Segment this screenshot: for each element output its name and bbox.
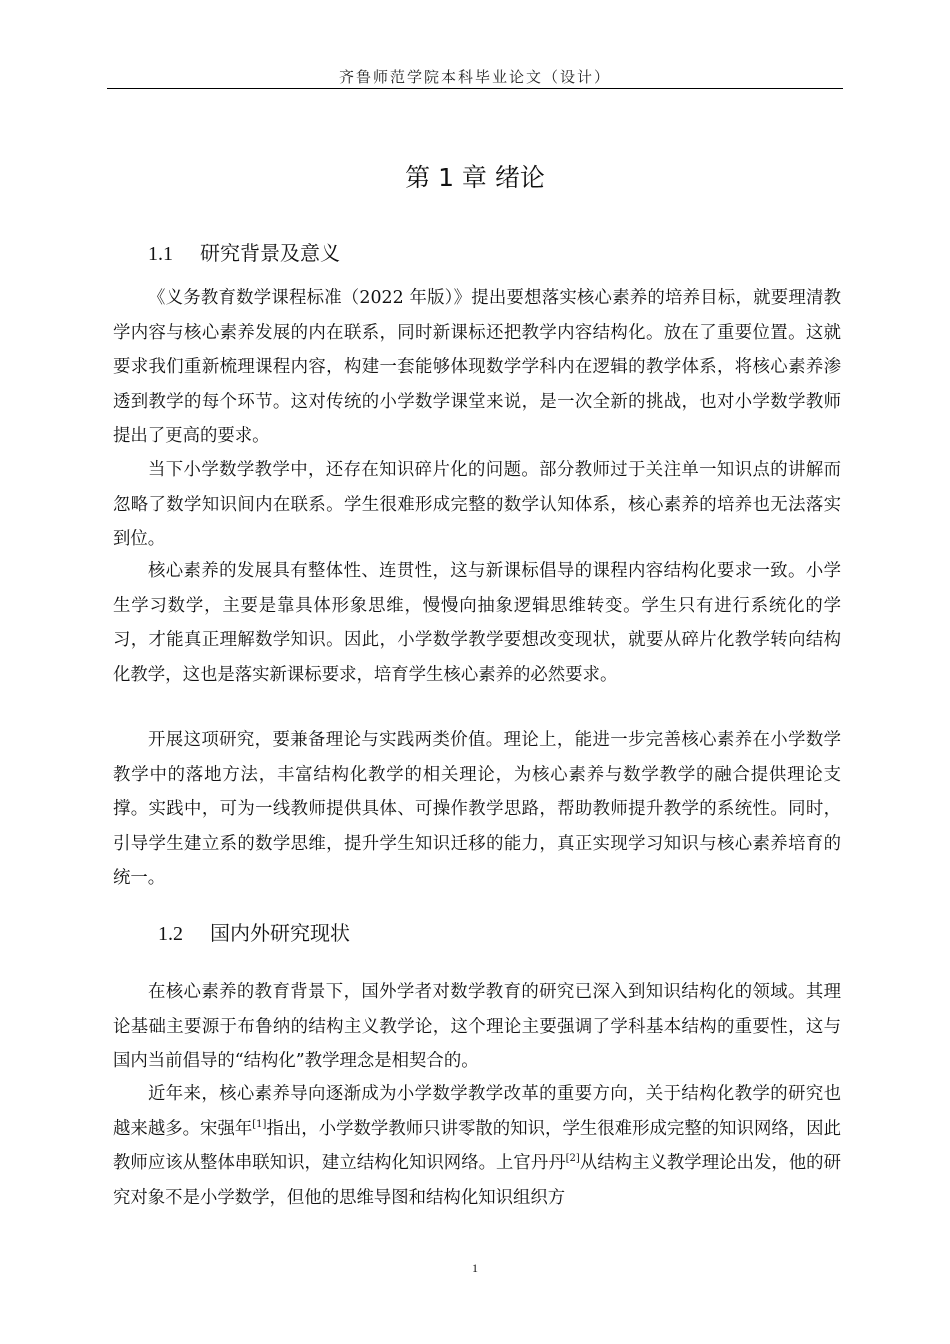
section-number: 1.1 xyxy=(148,243,173,265)
paragraph: 在核心素养的教育背景下，国外学者对数学教育的研究已深入到知识结构化的领域。其理论基础主要源于布鲁纳的结构主义教学论，这个理论主要强调了学科基本结构的重要性，这与国内当前倡导的“结构化”教学理念是相契合的。 xyxy=(113,982,841,1071)
citation-ref[interactable]: [1] xyxy=(252,1118,267,1130)
page-number: 1 xyxy=(472,1261,478,1275)
paragraph: 当下小学数学教学中，还存在知识碎片化的问题。部分教师过于关注单一知识点的讲解而忽略了数学知识间内在联系。学生很难形成完整的数学认知体系，核心素养的培养也无法落实到位。 xyxy=(113,460,841,549)
section-heading-1-1 xyxy=(148,237,340,266)
paragraph xyxy=(113,1077,841,1215)
section-title: 国内外研究现状 xyxy=(210,921,350,945)
header-rule xyxy=(107,88,843,89)
paragraph: 开展这项研究，要兼备理论与实践两类价值。理论上，能进一步完善核心素养在小学数学教学中的落地方法，丰富结构化教学的相关理论，为核心素养与数学教学的融合提供理论支撑。实践中，可为一线教师提供具体、可操作教学思路，帮助教师提升教学的系统性。同时，引导学生建立系的数学思维，提升学生知识迁移的能力，真正实现学习知识与核心素养培育的统一。 xyxy=(113,730,841,888)
paragraph-text: 近年来，核心素养导向逐渐成为小学数学教学改革的重要方向，关于结构化教学的研究也越来越多。宋强年 xyxy=(113,1084,841,1139)
chapter-title: 第 1 章 绪论 xyxy=(405,163,545,192)
page-header: 齐鲁师范学院本科毕业论文（设计） xyxy=(338,68,611,86)
section-number: 1.2 xyxy=(158,923,183,945)
citation-ref[interactable]: [2] xyxy=(565,1153,580,1165)
paragraph: 《义务教育数学课程标准（2022 年版）》提出要想落实核心素养的培养目标，就要理清教学内容与核心素养发展的内在联系，同时新课标还把教学内容结构化。放在了重要位置。这就要求我们重新梳理课程内容，构建一套能够体现数学学科内在逻辑的教学体系，将核心素养渗透到教学的每个环节。这对传统的小学数学课堂来说，是一次全新的挑战，也对小学数学教师提出了更高的要求。 xyxy=(113,288,841,446)
paragraph: 核心素养的发展具有整体性、连贯性，这与新课标倡导的课程内容结构化要求一致。小学生学习数学，主要是靠具体形象思维，慢慢向抽象逻辑思维转变。学生只有进行系统化的学习，才能真正理解数学知识。因此，小学数学教学要想改变现状，就要从碎片化教学转向结构化教学，这也是落实新课标要求，培育学生核心素养的必然要求。 xyxy=(113,561,841,685)
paragraph-text: 从结构主义教学理论出发，他的研究对象不是小学数学，但他的思维导图和结构化知识组织方 xyxy=(113,1153,841,1208)
paragraph-text: 指出，小学数学教师只讲零散的知识，学生很难形成完整的知识网络，因此教师应该从整体串联知识，建立结构化知识网络。上官丹丹 xyxy=(113,1118,841,1173)
section-heading-1-2 xyxy=(158,917,350,946)
section-title: 研究背景及意义 xyxy=(200,241,340,265)
